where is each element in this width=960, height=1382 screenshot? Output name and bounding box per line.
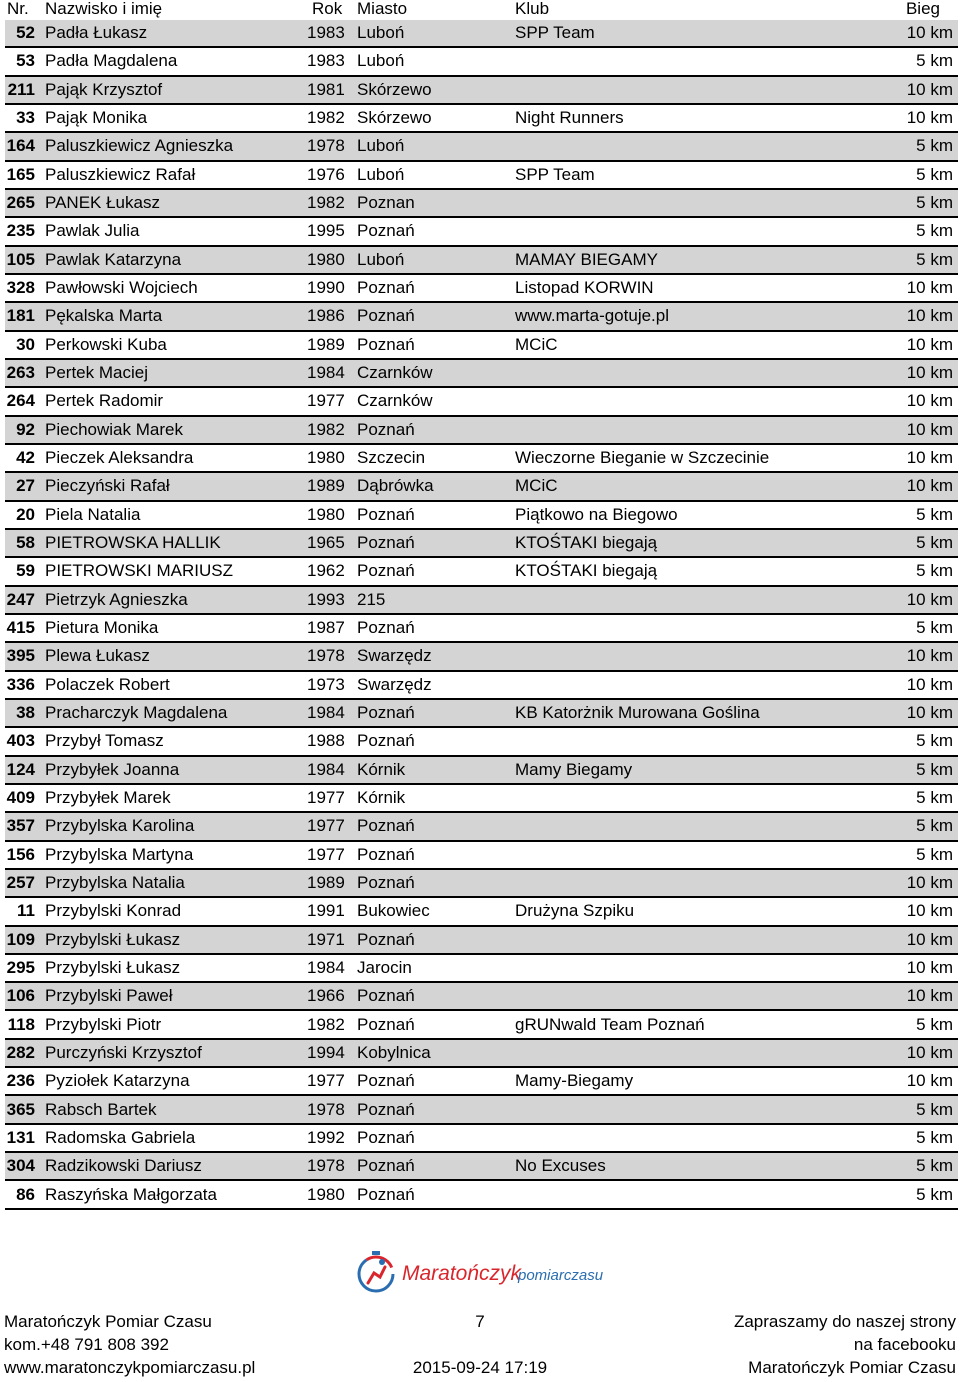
cell-club: No Excuses <box>515 1156 606 1176</box>
cell-distance: 5 km <box>916 136 953 156</box>
cell-nr: 131 <box>6 1127 35 1147</box>
table-row <box>5 275 958 303</box>
table-row <box>5 77 958 105</box>
cell-name: Pieczek Aleksandra <box>45 448 194 468</box>
cell-city: Swarzędz <box>357 646 432 666</box>
cell-distance: 5 km <box>916 504 953 524</box>
cell-distance: 10 km <box>906 108 953 128</box>
cell-city: Poznań <box>357 221 415 241</box>
cell-year: 1988 <box>307 731 345 751</box>
cell-year: 1993 <box>307 589 345 609</box>
cell-city: Luboń <box>357 249 405 269</box>
cell-year: 1980 <box>307 448 345 468</box>
cell-year: 1982 <box>307 1014 345 1034</box>
cell-club: Night Runners <box>515 108 624 128</box>
footer-line-3 <box>0 1358 960 1378</box>
table-row <box>5 388 958 416</box>
table-row <box>5 1096 958 1124</box>
logo-brand: Maratończyk <box>402 1262 522 1285</box>
cell-city: Kórnik <box>357 788 406 808</box>
cell-year: 1976 <box>307 164 345 184</box>
cell-name: Radomska Gabriela <box>45 1127 196 1147</box>
cell-club: SPP Team <box>515 164 595 184</box>
cell-nr: 52 <box>16 23 35 43</box>
footer-line-2 <box>0 1335 960 1355</box>
cell-year: 1971 <box>307 929 345 949</box>
cell-club: MCiC <box>515 334 558 354</box>
table-row <box>5 842 958 870</box>
cell-city: Skórzewo <box>357 108 432 128</box>
cell-distance: 5 km <box>916 759 953 779</box>
cell-name: Przybyłek Joanna <box>45 759 180 779</box>
cell-city: Czarnków <box>357 363 433 383</box>
cell-club: Wieczorne Bieganie w Szczecinie <box>515 448 770 468</box>
table-row <box>5 162 958 190</box>
cell-city: Luboń <box>357 164 405 184</box>
cell-distance: 5 km <box>916 731 953 751</box>
cell-year: 1981 <box>307 79 345 99</box>
cell-city: Poznań <box>357 873 415 892</box>
cell-name: Purczyński Krzysztof <box>45 1042 202 1062</box>
table-row <box>5 332 958 360</box>
cell-city: Poznań <box>357 844 415 864</box>
cell-year: 1977 <box>307 1071 345 1091</box>
cell-city: Poznań <box>357 504 415 524</box>
cell-name: Padła Magdalena <box>45 51 178 71</box>
cell-club: KB Katorżnik Murowana Goślina <box>515 703 760 723</box>
cell-year: 1987 <box>307 618 345 638</box>
cell-name: Przybylski Piotr <box>45 1014 162 1034</box>
table-row <box>5 813 958 841</box>
footer-facebook: na facebooku <box>853 1335 956 1354</box>
logo-graphic <box>354 1247 610 1297</box>
cell-name: Pawłowski Wojciech <box>45 278 198 298</box>
cell-distance: 10 km <box>906 873 953 892</box>
cell-name: Polaczek Robert <box>45 674 170 694</box>
cell-year: 1989 <box>307 873 345 892</box>
cell-distance: 5 km <box>916 844 953 864</box>
cell-year: 1984 <box>307 759 345 779</box>
cell-distance: 10 km <box>906 589 953 609</box>
cell-name: Rabsch Bartek <box>45 1099 157 1119</box>
table-row <box>5 615 958 643</box>
cell-city: Poznań <box>357 561 415 581</box>
cell-year: 1990 <box>307 278 345 298</box>
cell-distance: 10 km <box>906 1071 953 1091</box>
cell-club: MAMAY BIEGAMY <box>515 249 658 269</box>
cell-distance: 5 km <box>916 249 953 269</box>
table-row <box>5 757 958 785</box>
cell-name: Przybylska Karolina <box>45 816 195 836</box>
cell-name: Plewa Łukasz <box>45 646 150 666</box>
cell-city: Poznań <box>357 618 415 638</box>
cell-nr: 27 <box>16 476 35 496</box>
cell-year: 1994 <box>307 1042 345 1062</box>
cell-nr: 53 <box>16 51 35 71</box>
cell-nr: 304 <box>6 1156 35 1176</box>
table-row <box>5 672 958 700</box>
cell-distance: 5 km <box>916 561 953 581</box>
cell-year: 1977 <box>307 391 345 411</box>
cell-city: Poznań <box>357 1099 415 1119</box>
table-row <box>5 48 958 76</box>
table-row <box>5 1181 958 1209</box>
cell-year: 1982 <box>307 193 345 213</box>
cell-name: Przybyłek Marek <box>45 788 171 808</box>
cell-nr: 59 <box>16 561 35 581</box>
table-row <box>5 247 958 275</box>
cell-distance: 5 km <box>916 1127 953 1147</box>
cell-year: 1992 <box>307 1127 345 1147</box>
cell-distance: 5 km <box>916 618 953 638</box>
table-row <box>5 502 958 530</box>
cell-distance: 10 km <box>906 391 953 411</box>
cell-city: Poznań <box>357 533 415 553</box>
header-year: Rok <box>312 0 343 18</box>
footer-company: Maratończyk Pomiar Czasu <box>4 1312 212 1331</box>
cell-city: Dąbrówka <box>357 476 434 496</box>
footer-phone: kom.+48 791 808 392 <box>4 1335 169 1354</box>
cell-nr: 105 <box>6 249 35 269</box>
cell-distance: 10 km <box>906 703 953 723</box>
cell-city: Czarnków <box>357 391 433 411</box>
cell-nr: 257 <box>6 873 35 892</box>
cell-city: Skórzewo <box>357 79 432 99</box>
footer-company-2: Maratończyk Pomiar Czasu <box>748 1358 956 1377</box>
cell-year: 1965 <box>307 533 345 553</box>
table-row <box>5 133 958 161</box>
logo-suffix: pomiarczasu <box>518 1267 604 1284</box>
cell-distance: 10 km <box>906 957 953 977</box>
cell-nr: 109 <box>6 929 35 949</box>
cell-distance: 5 km <box>916 1014 953 1034</box>
cell-distance: 10 km <box>906 901 953 921</box>
cell-city: Poznań <box>357 419 415 439</box>
cell-nr: 263 <box>6 363 35 383</box>
cell-nr: 92 <box>16 419 35 439</box>
cell-name: Przybylski Łukasz <box>45 957 181 977</box>
page-number: 7 <box>475 1312 485 1331</box>
cell-distance: 5 km <box>916 816 953 836</box>
cell-city: Poznań <box>357 306 415 326</box>
cell-distance: 5 km <box>916 1156 953 1176</box>
cell-club: www.marta-gotuje.pl <box>515 306 670 326</box>
cell-city: Luboń <box>357 136 405 156</box>
cell-city: Poznań <box>357 703 415 723</box>
table-row <box>5 360 958 388</box>
cell-distance: 10 km <box>906 929 953 949</box>
cell-name: Pawlak Julia <box>45 221 140 241</box>
table-row <box>5 1125 958 1153</box>
cell-club: Drużyna Szpiku <box>515 901 635 921</box>
cell-nr: 181 <box>6 306 35 326</box>
cell-nr: 11 <box>17 901 35 921</box>
cell-club: Mamy-Biegamy <box>515 1071 634 1091</box>
cell-distance: 10 km <box>906 334 953 354</box>
table-row <box>5 417 958 445</box>
cell-club: Mamy Biegamy <box>515 759 633 779</box>
cell-nr: 211 <box>7 79 35 99</box>
cell-distance: 10 km <box>906 306 953 326</box>
table-row <box>5 898 958 926</box>
cell-club: KTOŚTAKI biegają <box>515 533 658 553</box>
cell-city: Luboń <box>357 23 405 43</box>
cell-year: 1986 <box>307 306 345 326</box>
cell-name: Piela Natalia <box>45 504 141 524</box>
cell-city: Kórnik <box>357 759 406 779</box>
cell-distance: 10 km <box>906 448 953 468</box>
cell-city: Luboń <box>357 51 405 71</box>
cell-nr: 164 <box>6 136 35 156</box>
cell-year: 1978 <box>307 1156 345 1176</box>
cell-club: Listopad KORWIN <box>515 278 654 298</box>
cell-name: Przybylska Martyna <box>45 844 194 864</box>
cell-distance: 5 km <box>916 788 953 808</box>
cell-year: 1962 <box>307 561 345 581</box>
cell-city: 215 <box>357 589 386 609</box>
cell-club: Piątkowo na Biegowo <box>515 504 678 524</box>
cell-nr: 336 <box>6 674 35 694</box>
cell-distance: 10 km <box>906 476 953 496</box>
header-club: Klub <box>515 0 550 18</box>
cell-nr: 86 <box>16 1184 35 1204</box>
results-table <box>5 20 958 1210</box>
cell-club: gRUNwald Team Poznań <box>515 1014 705 1034</box>
cell-year: 1984 <box>307 703 345 723</box>
cell-nr: 33 <box>16 108 35 128</box>
table-row <box>5 303 958 331</box>
cell-city: Poznań <box>357 1184 415 1204</box>
table-row <box>5 530 958 558</box>
cell-name: Pękalska Marta <box>45 306 163 326</box>
cell-name: PANEK Łukasz <box>45 193 160 213</box>
cell-nr: 42 <box>16 448 35 468</box>
table-row <box>5 700 958 728</box>
cell-distance: 5 km <box>916 533 953 553</box>
footer-invite: Zapraszamy do naszej strony <box>733 1312 956 1331</box>
cell-year: 1977 <box>307 844 345 864</box>
cell-year: 1984 <box>307 957 345 977</box>
table-row <box>5 927 958 955</box>
cell-name: Radzikowski Dariusz <box>45 1156 202 1176</box>
cell-year: 1978 <box>307 1099 345 1119</box>
cell-city: Poznań <box>357 1127 415 1147</box>
cell-nr: 295 <box>6 957 35 977</box>
cell-nr: 38 <box>16 703 35 723</box>
header-nr: Nr. <box>7 0 29 18</box>
cell-name: Pietrzyk Agnieszka <box>45 589 188 609</box>
cell-name: Pyziołek Katarzyna <box>45 1071 190 1091</box>
cell-year: 1983 <box>307 23 345 43</box>
cell-year: 1977 <box>307 788 345 808</box>
cell-distance: 10 km <box>906 23 953 43</box>
cell-distance: 10 km <box>906 363 953 383</box>
cell-name: Przybył Tomasz <box>45 731 164 751</box>
cell-name: Pająk Monika <box>45 108 148 128</box>
cell-year: 1980 <box>307 504 345 524</box>
cell-distance: 5 km <box>916 1184 953 1204</box>
header-city: Miasto <box>357 0 408 18</box>
cell-nr: 236 <box>6 1071 35 1091</box>
cell-year: 1983 <box>307 51 345 71</box>
table-header <box>0 0 960 20</box>
cell-name: Pietura Monika <box>45 618 159 638</box>
cell-nr: 58 <box>16 533 35 553</box>
cell-name: Perkowski Kuba <box>45 334 167 354</box>
cell-distance: 10 km <box>906 1042 953 1062</box>
table-row <box>5 1040 958 1068</box>
cell-year: 1984 <box>307 363 345 383</box>
cell-city: Poznan <box>357 193 415 213</box>
table-row <box>5 445 958 473</box>
cell-distance: 5 km <box>916 221 953 241</box>
cell-name: Paluszkiewicz Rafał <box>45 164 196 184</box>
cell-nr: 20 <box>16 504 35 524</box>
footer-timestamp: 2015-09-24 17:19 <box>412 1358 548 1377</box>
cell-distance: 5 km <box>916 1099 953 1119</box>
table-row <box>5 1011 958 1039</box>
maratonczyk-logo <box>354 1247 610 1297</box>
cell-name: Pająk Krzysztof <box>45 79 163 99</box>
cell-year: 1982 <box>307 108 345 128</box>
footer-line-1 <box>0 1312 960 1332</box>
table-row <box>5 218 958 246</box>
cell-nr: 165 <box>6 164 35 184</box>
cell-year: 1978 <box>307 136 345 156</box>
cell-year: 1966 <box>307 986 345 1006</box>
cell-year: 1977 <box>307 816 345 836</box>
table-row <box>5 558 958 586</box>
cell-name: Pracharczyk Magdalena <box>45 703 228 723</box>
cell-nr: 328 <box>6 278 35 298</box>
cell-year: 1982 <box>307 419 345 439</box>
cell-nr: 357 <box>6 816 35 836</box>
cell-name: Raszyńska Małgorzata <box>45 1184 217 1204</box>
cell-name: Przybylski Łukasz <box>45 929 181 949</box>
cell-nr: 30 <box>16 334 35 354</box>
cell-name: Piechowiak Marek <box>45 419 183 439</box>
cell-distance: 5 km <box>916 51 953 71</box>
cell-city: Poznań <box>357 986 415 1006</box>
cell-distance: 10 km <box>906 674 953 694</box>
cell-club: SPP Team <box>515 23 595 43</box>
cell-club: KTOŚTAKI biegają <box>515 561 658 581</box>
table-row <box>5 1153 958 1181</box>
cell-distance: 5 km <box>916 164 953 184</box>
cell-year: 1980 <box>307 249 345 269</box>
cell-name: Pertek Maciej <box>45 363 148 383</box>
cell-distance: 10 km <box>906 79 953 99</box>
table-row <box>5 728 958 756</box>
table-row <box>5 955 958 983</box>
table-row <box>5 105 958 133</box>
table-row <box>5 1068 958 1096</box>
cell-city: Poznań <box>357 1014 415 1034</box>
cell-nr: 365 <box>6 1099 35 1119</box>
cell-distance: 5 km <box>916 193 953 213</box>
cell-city: Poznań <box>357 1071 415 1091</box>
cell-nr: 415 <box>6 618 35 638</box>
cell-year: 1989 <box>307 476 345 496</box>
cell-name: PIETROWSKA HALLIK <box>45 533 221 553</box>
cell-name: Padła Łukasz <box>45 23 148 43</box>
table-row <box>5 643 958 671</box>
table-row <box>5 20 958 48</box>
cell-year: 1989 <box>307 334 345 354</box>
cell-nr: 264 <box>6 391 35 411</box>
cell-nr: 282 <box>6 1042 35 1062</box>
cell-year: 1978 <box>307 646 345 666</box>
cell-city: Swarzędz <box>357 674 432 694</box>
cell-city: Poznań <box>357 278 415 298</box>
cell-distance: 10 km <box>906 646 953 666</box>
cell-nr: 395 <box>6 646 35 666</box>
cell-nr: 265 <box>6 193 35 213</box>
cell-nr: 235 <box>6 221 35 241</box>
cell-name: Pawlak Katarzyna <box>45 249 182 269</box>
cell-club: MCiC <box>515 476 558 496</box>
cell-nr: 106 <box>6 986 35 1006</box>
table-row <box>5 870 958 898</box>
table-row <box>5 190 958 218</box>
cell-nr: 409 <box>6 788 35 808</box>
header-distance: Bieg <box>905 0 940 18</box>
cell-city: Poznań <box>357 334 415 354</box>
table-row <box>5 587 958 615</box>
cell-name: Pertek Radomir <box>45 391 164 411</box>
table-row <box>5 473 958 501</box>
cell-city: Poznań <box>357 731 415 751</box>
cell-year: 1973 <box>307 674 345 694</box>
cell-distance: 10 km <box>906 419 953 439</box>
cell-name: Paluszkiewicz Agnieszka <box>45 136 234 156</box>
cell-city: Szczecin <box>357 448 426 468</box>
footer-website-link[interactable]: www.maratonczykpomiarczasu.pl <box>4 1358 256 1377</box>
cell-name: Przybylski Paweł <box>45 986 173 1006</box>
cell-year: 1995 <box>307 221 345 241</box>
cell-distance: 10 km <box>906 986 953 1006</box>
cell-name: PIETROWSKI MARIUSZ <box>45 561 233 581</box>
table-row <box>5 785 958 813</box>
cell-city: Bukowiec <box>357 901 430 921</box>
table-row <box>5 983 958 1011</box>
cell-city: Jarocin <box>357 957 412 977</box>
cell-nr: 118 <box>7 1014 35 1034</box>
cell-city: Poznań <box>357 1156 415 1176</box>
cell-nr: 247 <box>6 589 35 609</box>
cell-name: Przybylska Natalia <box>45 873 185 892</box>
cell-nr: 124 <box>6 759 35 779</box>
cell-name: Przybylski Konrad <box>45 901 182 921</box>
cell-year: 1991 <box>307 901 345 921</box>
cell-nr: 403 <box>6 731 35 751</box>
cell-name: Pieczyński Rafał <box>45 476 170 496</box>
cell-nr: 156 <box>6 844 35 864</box>
cell-distance: 10 km <box>906 278 953 298</box>
cell-city: Poznań <box>357 929 415 949</box>
cell-year: 1980 <box>307 1184 345 1204</box>
cell-city: Kobylnica <box>357 1042 431 1062</box>
header-name: Nazwisko i imię <box>45 0 163 18</box>
cell-city: Poznań <box>357 816 415 836</box>
